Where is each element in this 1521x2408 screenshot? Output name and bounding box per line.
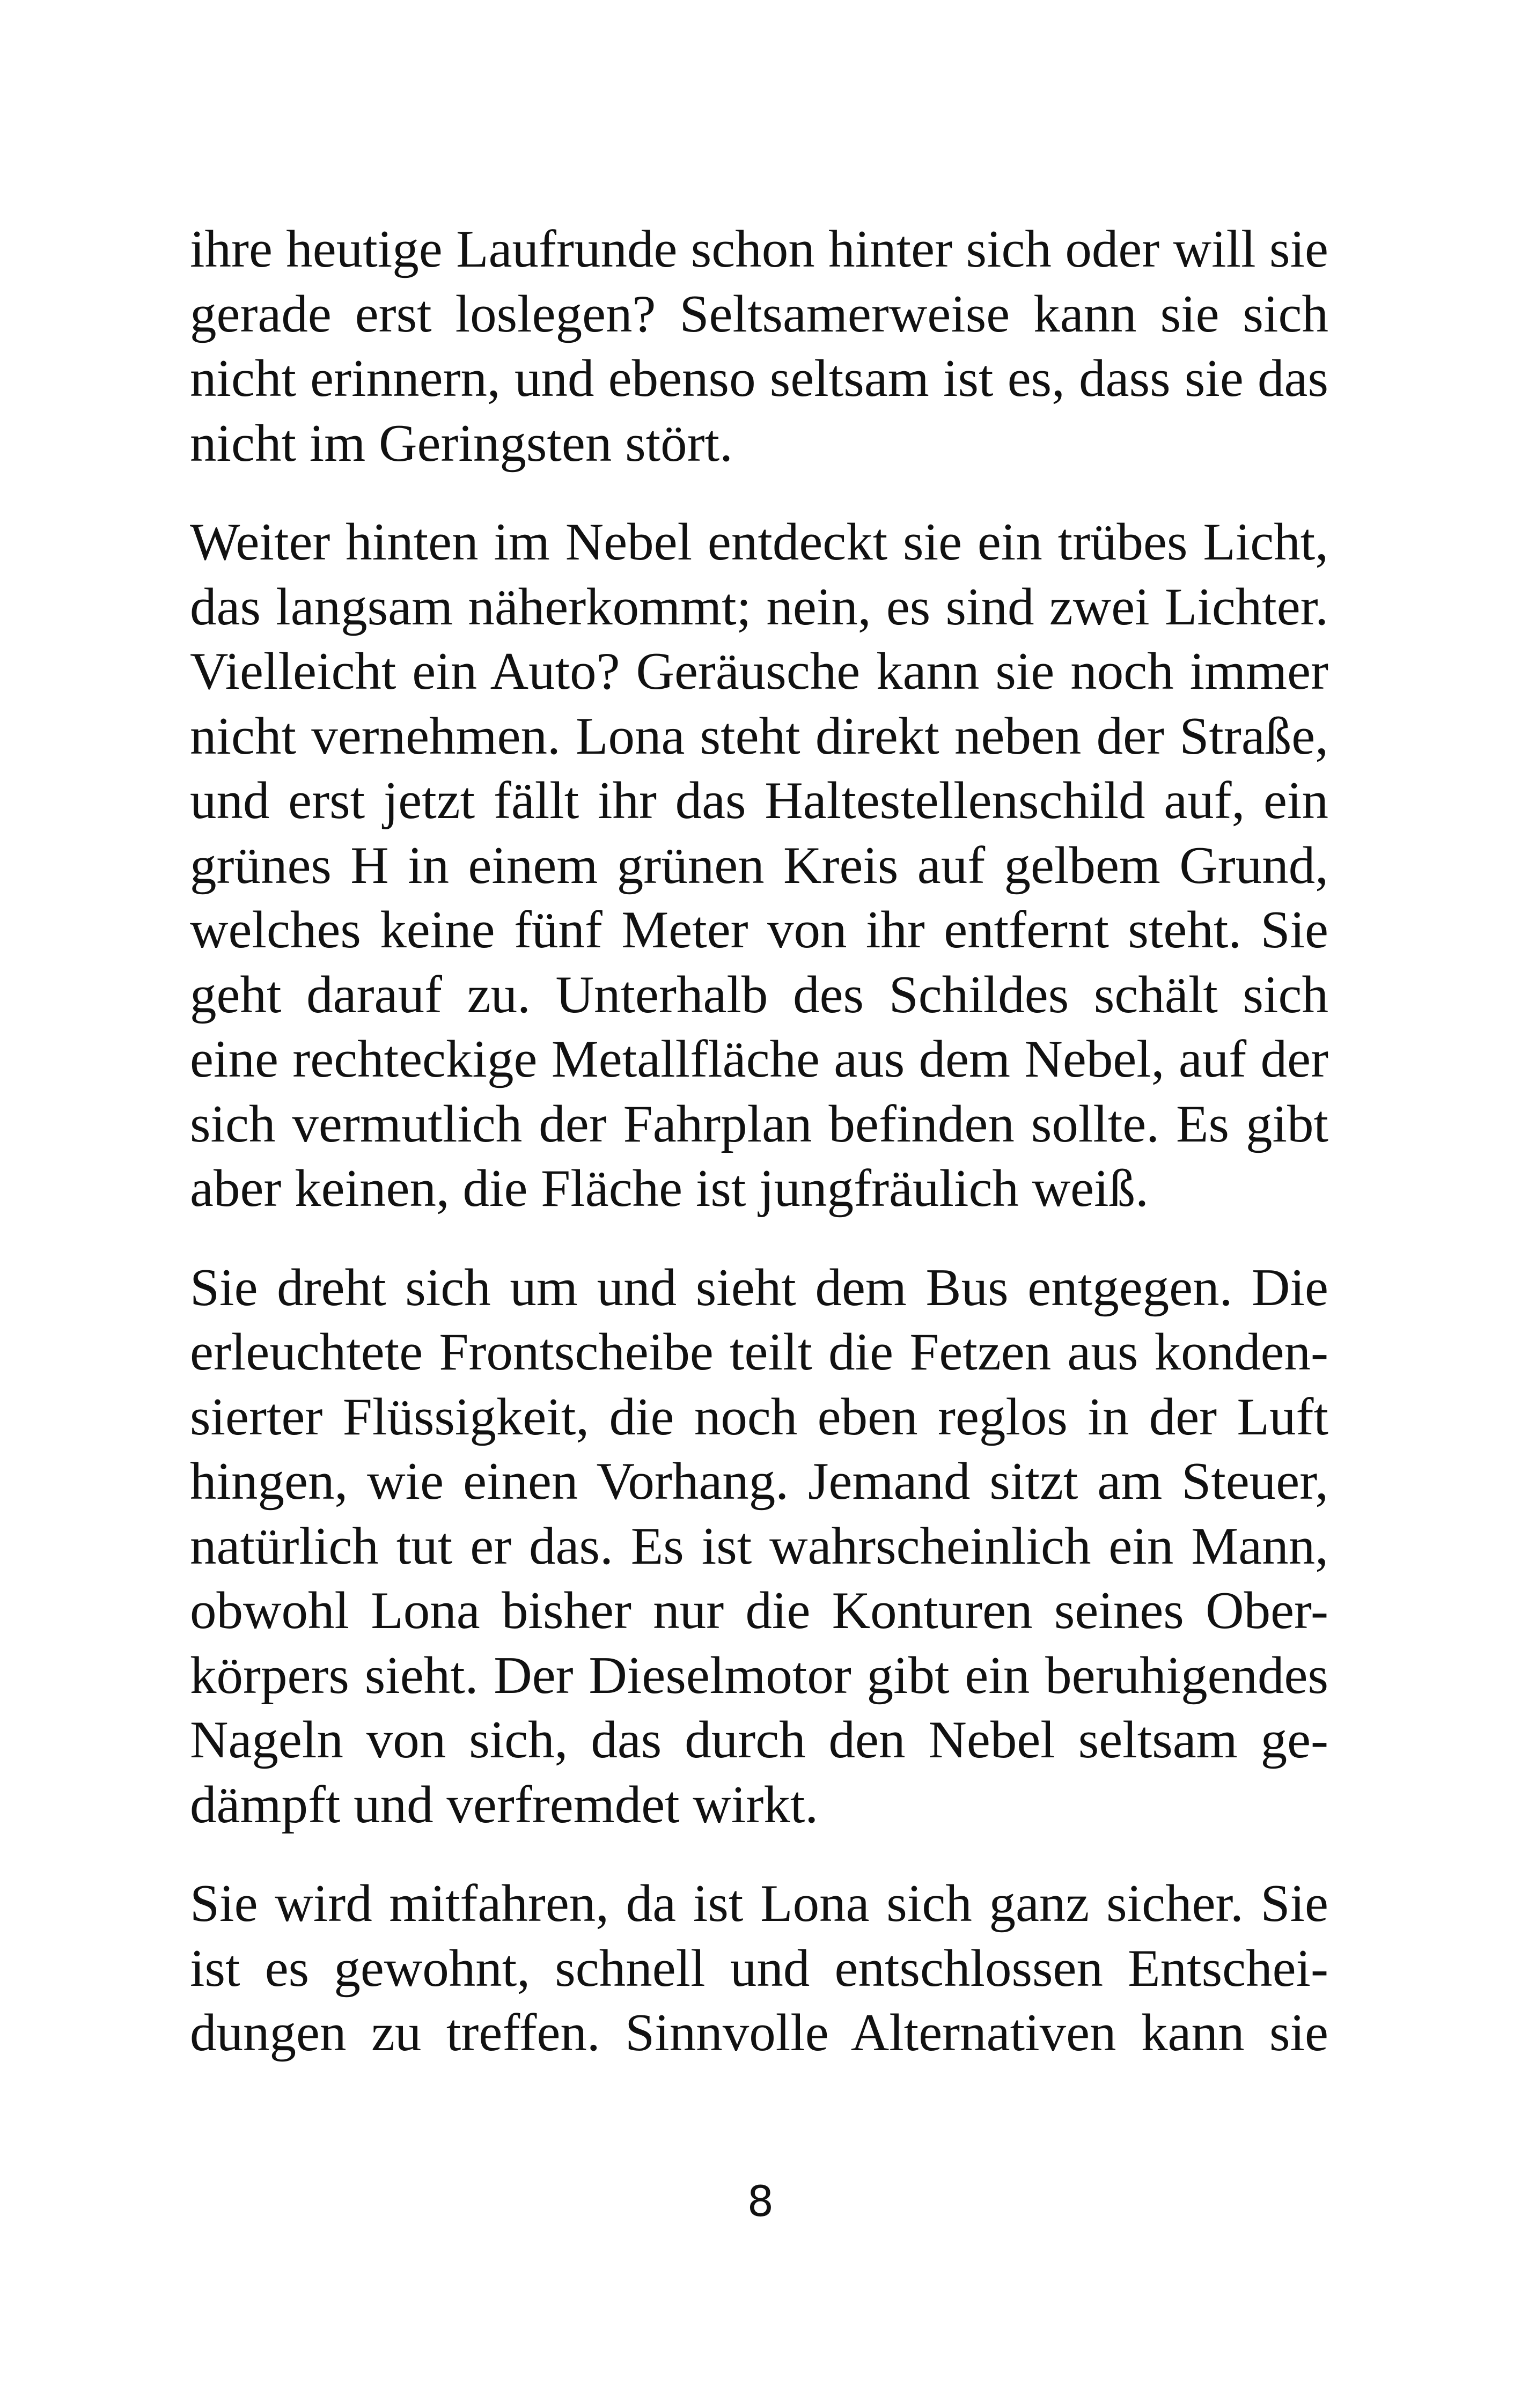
text-line: grünes H in einem grünen Kreis auf gelbem Grund, bbox=[190, 836, 1328, 895]
text-line: ihre heutige Laufrunde schon hinter sich oder will sie bbox=[190, 220, 1328, 278]
text-line: das langsam näherkommt; nein, es sind zwei Lichter. bbox=[190, 577, 1328, 636]
text-line: nicht im Geringsten stört. bbox=[190, 414, 733, 473]
text-line: dungen zu treffen. Sinnvolle Alternativen kann sie bbox=[190, 2004, 1328, 2062]
text-line: körpers sieht. Der Dieselmotor gibt ein beruhigendes bbox=[190, 1646, 1328, 1705]
text-line: sich vermutlich der Fahrplan befinden sollte. Es gibt bbox=[190, 1094, 1328, 1153]
text-line: aber keinen, die Fläche ist jungfräulich weiß. bbox=[190, 1159, 1149, 1218]
text-line: hingen, wie einen Vorhang. Jemand sitzt am Steuer, bbox=[190, 1452, 1328, 1511]
page-number: 8 bbox=[747, 2178, 774, 2226]
body-text bbox=[190, 217, 1328, 2066]
text-line: welches keine fünf Meter von ihr entfernt steht. Sie bbox=[190, 901, 1328, 959]
text-line: Sie wird mitfahren, da ist Lona sich ganz sicher. Sie bbox=[190, 1874, 1328, 1933]
text-line: ist es gewohnt, schnell und entschlossen Entschei- bbox=[190, 1939, 1328, 1998]
text-line: dämpft und verfremdet wirkt. bbox=[190, 1775, 819, 1834]
text-line: Weiter hinten im Nebel entdeckt sie ein trübes Licht, bbox=[190, 513, 1328, 571]
text-line: nicht vernehmen. Lona steht direkt neben der Straße, bbox=[190, 706, 1328, 765]
paragraph-2 bbox=[190, 510, 1328, 1221]
text-line: nicht erinnern, und ebenso seltsam ist es, dass sie das bbox=[190, 349, 1328, 408]
text-line: Nageln von sich, das durch den Nebel seltsam ge- bbox=[190, 1711, 1328, 1769]
text-line: natürlich tut er das. Es ist wahrscheinlich ein Mann, bbox=[190, 1516, 1328, 1575]
text-line: Sie dreht sich um und sieht dem Bus entgegen. Die bbox=[190, 1258, 1328, 1317]
text-line: Vielleicht ein Auto? Geräusche kann sie noch immer bbox=[190, 642, 1328, 701]
text-line: sierter Flüssigkeit, die noch eben reglos in der Luft bbox=[190, 1387, 1328, 1446]
text-line: und erst jetzt fällt ihr das Haltestellenschild auf, ein bbox=[190, 771, 1328, 830]
text-line: obwohl Lona bisher nur die Konturen seines Ober- bbox=[190, 1581, 1328, 1640]
text-line: eine rechteckige Metallfläche aus dem Nebel, auf der bbox=[190, 1030, 1328, 1088]
paragraph-3 bbox=[190, 1256, 1328, 1838]
text-line: erleuchtete Frontscheibe teilt die Fetzen aus konden- bbox=[190, 1323, 1328, 1381]
text-line: geht darauf zu. Unterhalb des Schildes schält sich bbox=[190, 965, 1328, 1024]
text-line: gerade erst loslegen? Seltsamerweise kann sie sich bbox=[190, 284, 1328, 343]
paragraph-1 bbox=[190, 217, 1328, 476]
paragraph-4 bbox=[190, 1872, 1328, 2066]
